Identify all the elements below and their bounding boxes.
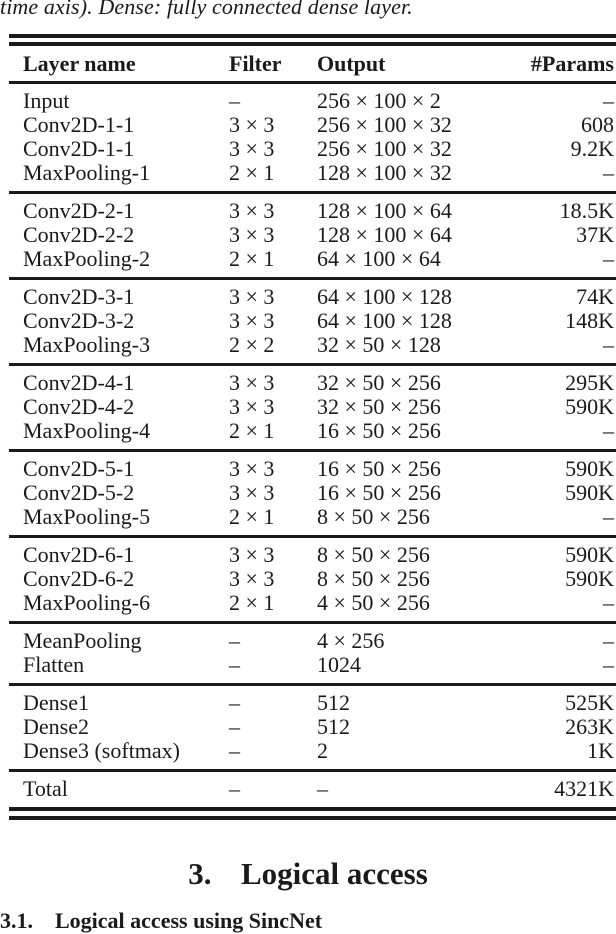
architecture-table [9, 34, 616, 820]
filter-cell: 3 × 3 [229, 112, 275, 137]
table-row [9, 89, 616, 113]
layer-name-cell: Conv2D-3-2 [23, 308, 135, 333]
params-cell: 4321K [554, 776, 614, 801]
params-cell: 608 [581, 112, 614, 137]
table-row [9, 457, 616, 481]
output-cell: 16 × 50 × 256 [317, 456, 441, 481]
output-cell: 512 [317, 714, 350, 739]
filter-cell: 3 × 3 [229, 542, 275, 567]
filter-cell: 3 × 3 [229, 308, 275, 333]
layer-name-cell: MaxPooling-3 [23, 332, 151, 357]
filter-cell: 3 × 3 [229, 480, 275, 505]
params-cell: 590K [565, 456, 614, 481]
table-row [9, 505, 616, 529]
layer-name-cell: Conv2D-4-2 [23, 394, 135, 419]
filter-cell: 2 × 1 [229, 590, 275, 615]
layer-name-cell: Dense3 (softmax) [23, 738, 181, 763]
table-row [9, 371, 616, 395]
params-cell: 590K [565, 480, 614, 505]
filter-cell: 3 × 3 [229, 370, 275, 395]
params-cell: – [603, 418, 614, 443]
layer-name-cell: Conv2D-2-2 [23, 222, 135, 247]
params-cell: – [603, 332, 614, 357]
table-row-group [9, 280, 616, 363]
filter-cell: – [229, 690, 240, 715]
output-cell: 32 × 50 × 256 [317, 394, 441, 419]
layer-name-cell: MaxPooling-2 [23, 246, 151, 271]
table-body [9, 84, 616, 811]
params-cell: 590K [565, 566, 614, 591]
table-row [9, 223, 616, 247]
output-cell: 32 × 50 × 128 [317, 332, 441, 357]
subsection-title: Logical access using SincNet [55, 908, 323, 933]
table-row [9, 395, 616, 419]
output-cell: 8 × 50 × 256 [317, 542, 430, 567]
header-output: Output [317, 51, 386, 76]
table-row [9, 777, 616, 801]
table-row [9, 715, 616, 739]
layer-name-cell: MaxPooling-4 [23, 418, 151, 443]
params-cell: 9.2K [570, 136, 614, 161]
table-row-group [9, 686, 616, 769]
table-row [9, 161, 616, 185]
subsection-heading [0, 908, 322, 934]
header-filter: Filter [229, 51, 282, 76]
table-row-group [9, 624, 616, 683]
table-caption-tail: time axis). Dense: fully connected dense layer. [0, 0, 413, 19]
layer-name-cell: Conv2D-3-1 [23, 284, 135, 309]
header-layer-name: Layer name [23, 51, 136, 76]
params-cell: – [603, 246, 614, 271]
table-row [9, 113, 616, 137]
output-cell: 4 × 256 [317, 628, 385, 653]
params-cell: 37K [576, 222, 614, 247]
table-row-group [9, 366, 616, 449]
table-row [9, 629, 616, 653]
table-row-group [9, 772, 616, 807]
params-cell: – [603, 628, 614, 653]
filter-cell: 2 × 1 [229, 504, 275, 529]
section-title: Logical access [240, 856, 428, 891]
filter-cell: 3 × 3 [229, 136, 275, 161]
layer-name-cell: Flatten [23, 652, 85, 677]
layer-name-cell: Conv2D-5-2 [23, 480, 135, 505]
output-cell: 16 × 50 × 256 [317, 480, 441, 505]
table-row-group [9, 538, 616, 621]
section-number: 3. [188, 856, 212, 891]
filter-cell: 2 × 2 [229, 332, 275, 357]
output-cell: 256 × 100 × 2 [317, 88, 441, 113]
params-cell: 74K [576, 284, 614, 309]
output-cell: 64 × 100 × 128 [317, 308, 452, 333]
layer-name-cell: Total [23, 776, 68, 801]
table-row-group [9, 194, 616, 277]
output-cell: 1024 [317, 652, 361, 677]
filter-cell: 3 × 3 [229, 198, 275, 223]
output-cell: 256 × 100 × 32 [317, 112, 452, 137]
table-row [9, 653, 616, 677]
table-header-row [9, 47, 616, 81]
params-cell: 263K [565, 714, 614, 739]
table-row [9, 419, 616, 443]
layer-name-cell: Conv2D-5-1 [23, 456, 135, 481]
params-cell: – [603, 88, 614, 113]
table-row [9, 137, 616, 161]
filter-cell: 3 × 3 [229, 222, 275, 247]
filter-cell: 3 × 3 [229, 456, 275, 481]
table-row [9, 739, 616, 763]
params-cell: 525K [565, 690, 614, 715]
table-row-group [9, 84, 616, 191]
params-cell: – [603, 652, 614, 677]
layer-name-cell: Conv2D-1-1 [23, 136, 135, 161]
filter-cell: 2 × 1 [229, 246, 275, 271]
params-cell: – [603, 590, 614, 615]
params-cell: 590K [565, 394, 614, 419]
section-heading [0, 856, 616, 892]
table-row [9, 567, 616, 591]
filter-cell: – [229, 714, 240, 739]
output-cell: 128 × 100 × 64 [317, 222, 452, 247]
layer-name-cell: MeanPooling [23, 628, 142, 653]
output-cell: 128 × 100 × 64 [317, 198, 452, 223]
output-cell: 64 × 100 × 64 [317, 246, 441, 271]
params-cell: 590K [565, 542, 614, 567]
subsection-number: 3.1. [0, 908, 33, 933]
filter-cell: – [229, 652, 240, 677]
filter-cell: 2 × 1 [229, 418, 275, 443]
layer-name-cell: MaxPooling-6 [23, 590, 151, 615]
params-cell: 295K [565, 370, 614, 395]
table-row [9, 543, 616, 567]
output-cell: 16 × 50 × 256 [317, 418, 441, 443]
filter-cell: 3 × 3 [229, 566, 275, 591]
table-row [9, 309, 616, 333]
filter-cell: – [229, 738, 240, 763]
params-cell: – [603, 504, 614, 529]
table-row [9, 199, 616, 223]
output-cell: 32 × 50 × 256 [317, 370, 441, 395]
filter-cell: – [229, 88, 240, 113]
layer-name-cell: MaxPooling-5 [23, 504, 151, 529]
output-cell: 256 × 100 × 32 [317, 136, 452, 161]
params-cell: 1K [587, 738, 614, 763]
output-cell: 4 × 50 × 256 [317, 590, 430, 615]
filter-cell: – [229, 776, 240, 801]
filter-cell: 3 × 3 [229, 394, 275, 419]
top-rule-inner [9, 42, 616, 46]
header-params: #Params [530, 51, 614, 76]
params-cell: – [603, 160, 614, 185]
layer-name-cell: Conv2D-6-2 [23, 566, 135, 591]
table-row [9, 247, 616, 271]
table-row-group [9, 452, 616, 535]
layer-name-cell: Conv2D-4-1 [23, 370, 135, 395]
table-row [9, 691, 616, 715]
layer-name-cell: Dense2 [23, 714, 89, 739]
layer-name-cell: Input [23, 88, 70, 113]
layer-name-cell: Dense1 [23, 690, 89, 715]
params-cell: 18.5K [559, 198, 614, 223]
layer-name-cell: Conv2D-2-1 [23, 198, 135, 223]
layer-name-cell: MaxPooling-1 [23, 160, 151, 185]
table-row [9, 591, 616, 615]
filter-cell: 3 × 3 [229, 284, 275, 309]
output-cell: – [317, 776, 328, 801]
table-row [9, 285, 616, 309]
filter-cell: 2 × 1 [229, 160, 275, 185]
output-cell: 2 [317, 738, 328, 763]
output-cell: 8 × 50 × 256 [317, 504, 430, 529]
table-row [9, 481, 616, 505]
bottom-rule-inner [9, 816, 616, 820]
output-cell: 128 × 100 × 32 [317, 160, 452, 185]
layer-name-cell: Conv2D-6-1 [23, 542, 135, 567]
output-cell: 512 [317, 690, 350, 715]
output-cell: 8 × 50 × 256 [317, 566, 430, 591]
params-cell: 148K [565, 308, 614, 333]
table-row [9, 333, 616, 357]
filter-cell: – [229, 628, 240, 653]
layer-name-cell: Conv2D-1-1 [23, 112, 135, 137]
output-cell: 64 × 100 × 128 [317, 284, 452, 309]
